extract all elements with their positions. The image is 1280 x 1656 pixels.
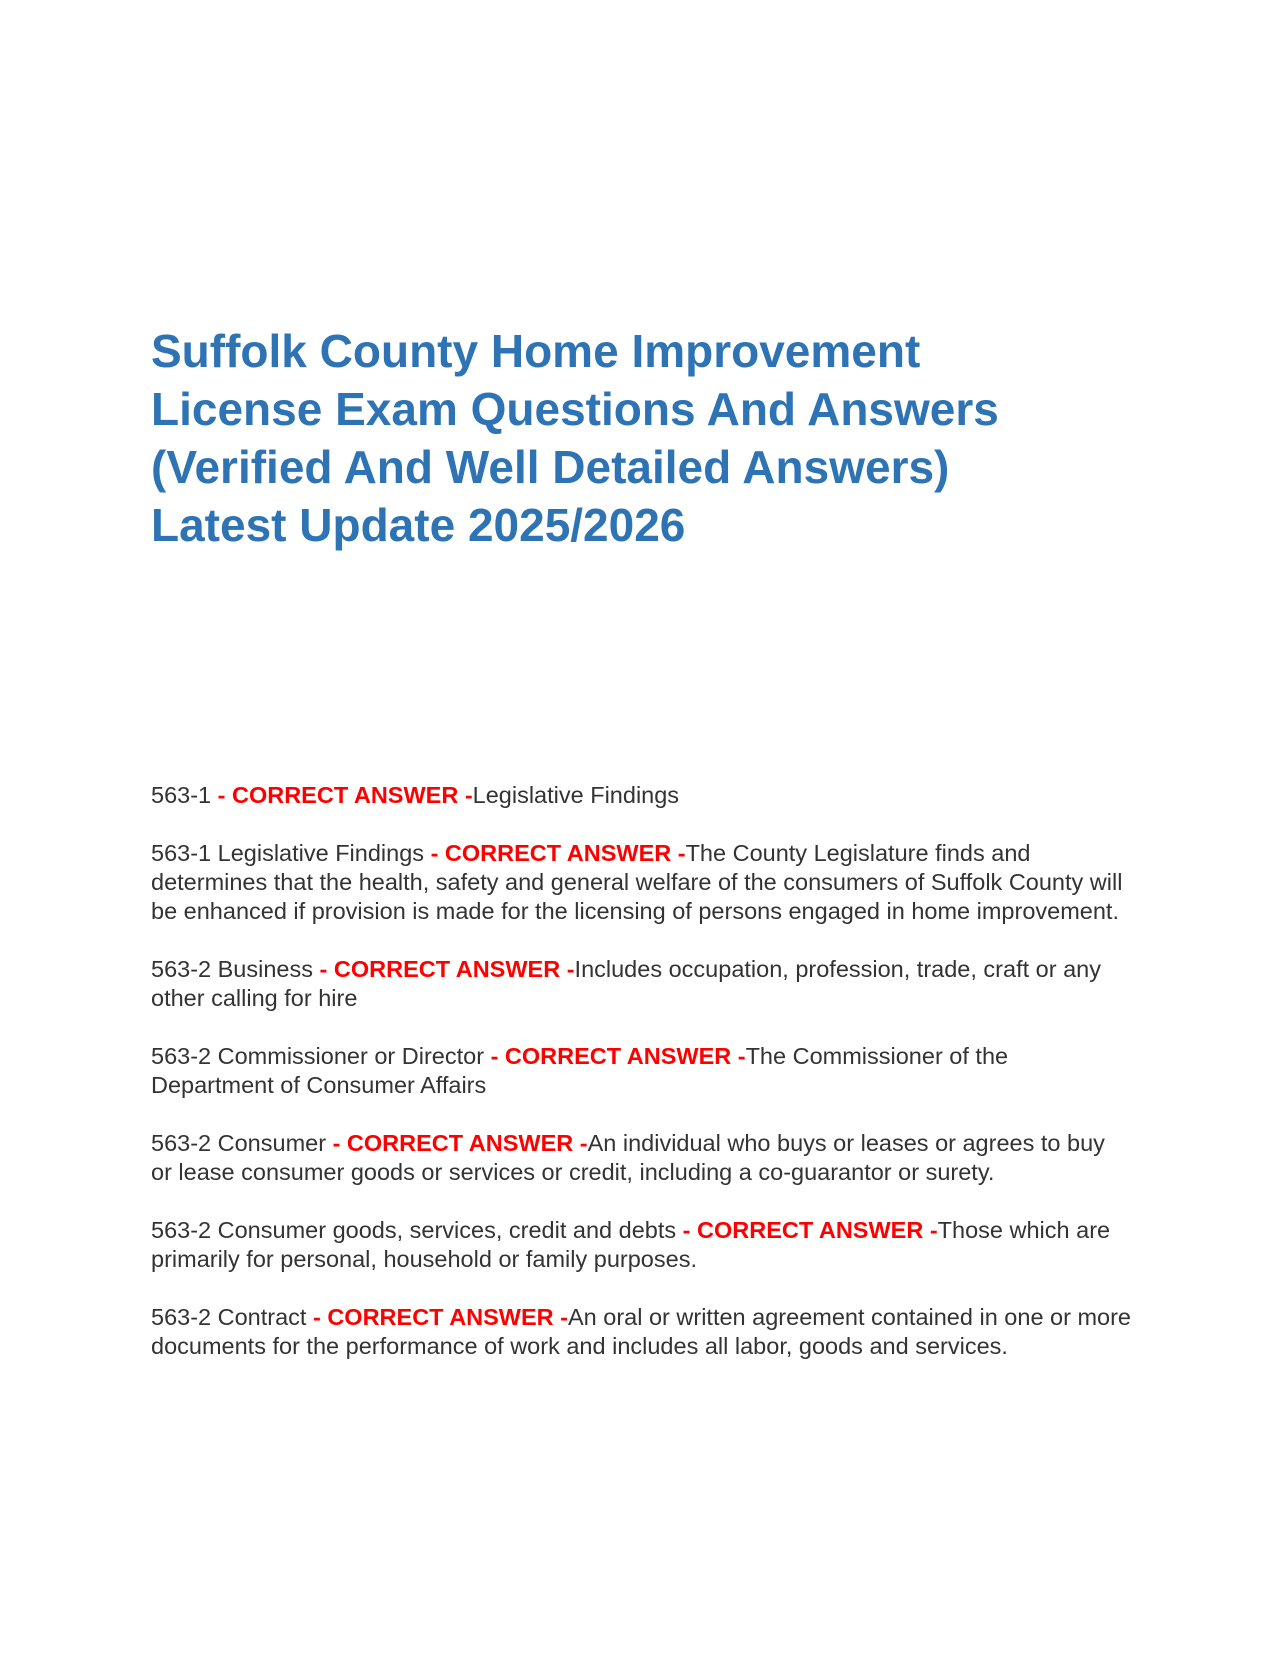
entry-answer: The County Legislature finds and determines that the health, safety and general welfare of the consumers of Suffolk County will be enhanced if provision is made for the licensing of persons engaged in home improvement. [151,840,1123,924]
correct-answer-label: - CORRECT ANSWER - [490,1043,746,1069]
entry-term: 563-2 Consumer goods, services, credit and debts [151,1217,677,1243]
correct-answer-label: - CORRECT ANSWER - [217,782,473,808]
qa-entry [151,1129,1131,1187]
correct-answer-label: - CORRECT ANSWER - [332,1130,588,1156]
correct-answer-label: - CORRECT ANSWER - [682,1217,938,1243]
entry-term: 563-1 [151,782,212,808]
qa-entry [151,839,1131,926]
title-line: (Verified And Well Detailed Answers) [151,441,950,493]
document-title [151,322,1151,554]
title-line: License Exam Questions And Answers [151,383,999,435]
qa-list [151,781,1131,1390]
correct-answer-label: - CORRECT ANSWER - [312,1304,568,1330]
entry-term: 563-2 Commissioner or Director [151,1043,485,1069]
correct-answer-label: - CORRECT ANSWER - [430,840,686,866]
entry-term: 563-2 Consumer [151,1130,327,1156]
qa-entry [151,781,1131,810]
entry-answer: The Commissioner of the Department of Consumer Affairs [151,1043,1009,1098]
qa-entry [151,1303,1131,1361]
entry-term: 563-2 Contract [151,1304,307,1330]
correct-answer-label: - CORRECT ANSWER - [319,956,575,982]
title-line: Latest Update 2025/2026 [151,499,686,551]
entry-answer: Includes occupation, profession, trade, craft or any other calling for hire [151,956,1101,1011]
qa-entry [151,1216,1131,1274]
entry-answer: Legislative Findings [472,782,680,808]
qa-entry [151,955,1131,1013]
qa-entry [151,1042,1131,1100]
title-line: Suffolk County Home Improvement [151,325,921,377]
entry-term: 563-2 Business [151,956,313,982]
entry-term: 563-1 Legislative Findings [151,840,425,866]
entry-answer: Those which are primarily for personal, household or family purposes. [151,1217,1111,1272]
entry-answer: An individual who buys or leases or agrees to buy or lease consumer goods or services or credit, including a co-guarantor or surety. [151,1130,1105,1185]
entry-answer: An oral or written agreement contained in one or more documents for the performance of work and includes all labor, goods and services. [151,1304,1132,1359]
